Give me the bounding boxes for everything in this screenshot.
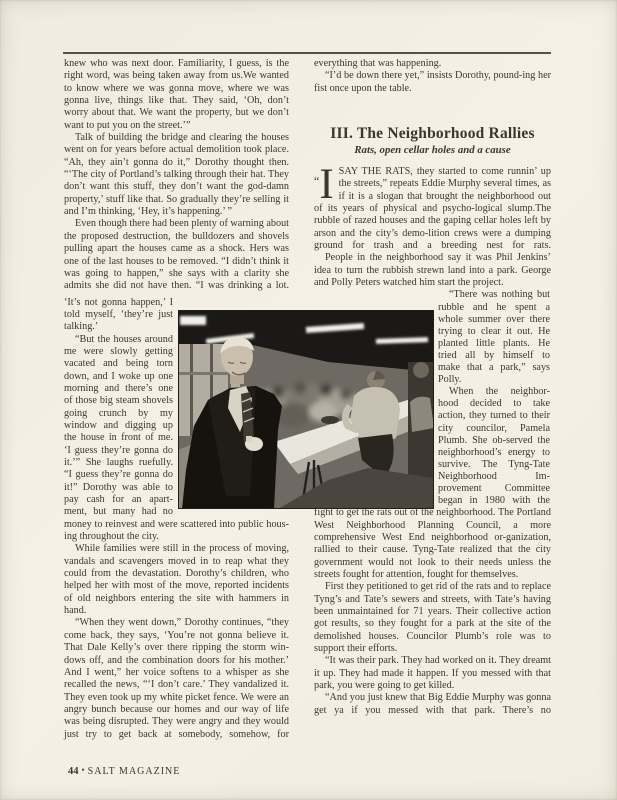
text-block-left-bottom [64,519,289,741]
paragraph: Talk of building the bridge and clearing the houses went on for years before actual demolition took place. “Ah, they ain’t gonna do it,” Dorothy thought then. “‘The city of Portland’s talking through their hat. They don’t want this stuff, they don’t want the god-damn property,’ stuff like that. So gradually they’re selling it and I’m thinking, ‘Hey, it’s happening.’ ” [64,132,289,218]
opening-text-block [314,161,551,252]
dropcap-letter: I [319,161,334,209]
opening-paragraph: SAY THE RATS, they started to come runnin’ up the streets,” repeats Eddie Murphy several times, as if it is a slogan that brought the neighborhood out of its years of physical and psycho-logical slump.The rubble of razed houses and the gaping cellar holes left by arson and the city’s demo-lition crews were a dumping ground for trash and a breeding nest for rats. [314,166,551,252]
section-heading: III. The Neighborhood Rallies [330,125,535,143]
text-block-left-narrow [64,297,173,519]
text-block-right-top [314,58,551,95]
paragraph: “There was nothing but rubble and he spent a whole summer over there trying to clear it out. He planted little plants. He tried all by himself to make that a park,” says Polly. [438,289,550,386]
paragraph: Even though there had been plenty of warning about the proposed destruction, the bulldozers and shovels pulling apart the houses came as a shock. Hers was one of the last houses to be removed. “I didn’t think it was going to happen,” she says with a clarity she admits she did not have then. “I was drinking a lot. [64,218,289,292]
text-block-right-bottom [314,507,551,717]
page-number: 44 [68,766,79,777]
top-rule [63,52,551,54]
paragraph: “And you just knew that Big Eddie Murphy was gonna get ya if you messed with that park. There’s no [314,692,551,716]
paragraph: “When they went down,” Dorothy continues, “they come back, they says, ‘You’re not gonna believe it. That Dale Kelly’s over there ripping the storm win-dows off, and the combination doors for his mother.’ And I went,” her voice softens to a whisper as she recalled the news, “‘I don’t care.’ They vandalized it. They even took up my white picket fence. We were an angry bunch because our homes and our way of life was being disrupted. They were angry and they would just try to get back at somebody, somehow, for [64,617,289,740]
text-block-left-top [64,58,289,293]
text-block-right-narrow [438,289,550,507]
paragraph: fight to get the rats out of the neighborhood. The Portland West Neighborhood Planning Council, a more comprehensive West End neighborhood or-ganization, rallied to their cause. Tyng-Tate realized that the city government would not look to their needs unless the streets fought for attention, fought for themselves. [314,507,551,580]
paragraph: money to reinvest and were scattered into public hous-ing throughout the city. [64,518,289,543]
text-block-right-mid [314,252,551,289]
page-footer [68,766,180,777]
paragraph: When the neighbor-hood decided to take action, they turned to their city councilor, Pamela Plumb. She ob-served the neighborhood’s energy to survive. The Tyng-Tate Neighborhood Im-provement Committee began in 1980 with the [438,386,550,507]
paragraph: knew who was next door. Familiarity, I guess, is the right word, was being taken away from us.We wanted to know where we was gonna move, where we was gonna live, things like that. They said, ‘Oh, don’t worry about that. We want the property, but we don’t want to put you on the street.’” [64,58,289,131]
paragraph: “I’d be down there yet,” insists Dorothy, pound-ing her fist once upon the table. [314,70,551,94]
footer-separator: • [81,765,85,775]
right-column [314,58,551,717]
paragraph: First they petitioned to get rid of the rats and to replace Tyng’s and Tate’s sewers and streets, with Tate’s having been unmaintained for 71 years. Their collective action got results, so they fought for a park at the site of the demolished houses. Councilor Plumb’s role was to support their efforts. [314,581,551,654]
paragraph: “But the houses around me were slowly getting vacated and being torn down, and I woke up one morning and there’s one of those big steam shovels going crunch by my window and digging up the house in front of me. ‘I guess they’re gonna do it.’” She laughs ruefully. “I guess they’re gonna do it!” Dorothy was able to pay cash for an apart-ment, but many had no [64,333,173,518]
paragraph: “It was their park. They had worked on it. They dreamt it up. They had made it happen. If you messed with that park, you were going to get killed. [314,655,551,691]
magazine-name: SALT MAGAZINE [87,766,181,777]
dropcap [314,161,334,209]
paragraph: ‘It’s not gonna happen,’ I told myself, ‘they’re just talking.’ [64,296,173,333]
paragraph: People in the neighborhood say it was Phil Jenkins’ idea to turn the rubbish strewn land into a park. George and Polly Peters watched him start the project. [314,252,551,289]
section-subtitle: Rats, open cellar holes and a cause [354,144,511,157]
paragraph: While families were still in the process of moving, vandals and scavengers moved in to reap what they could from the devastation. Dorothy’s children, who helped her with most of the move, reported incidents of old neighbors entering the site with hammers in hand. [64,543,289,617]
paragraph: everything that was happening. [314,58,442,69]
dropcap-quote: “ [314,174,320,189]
